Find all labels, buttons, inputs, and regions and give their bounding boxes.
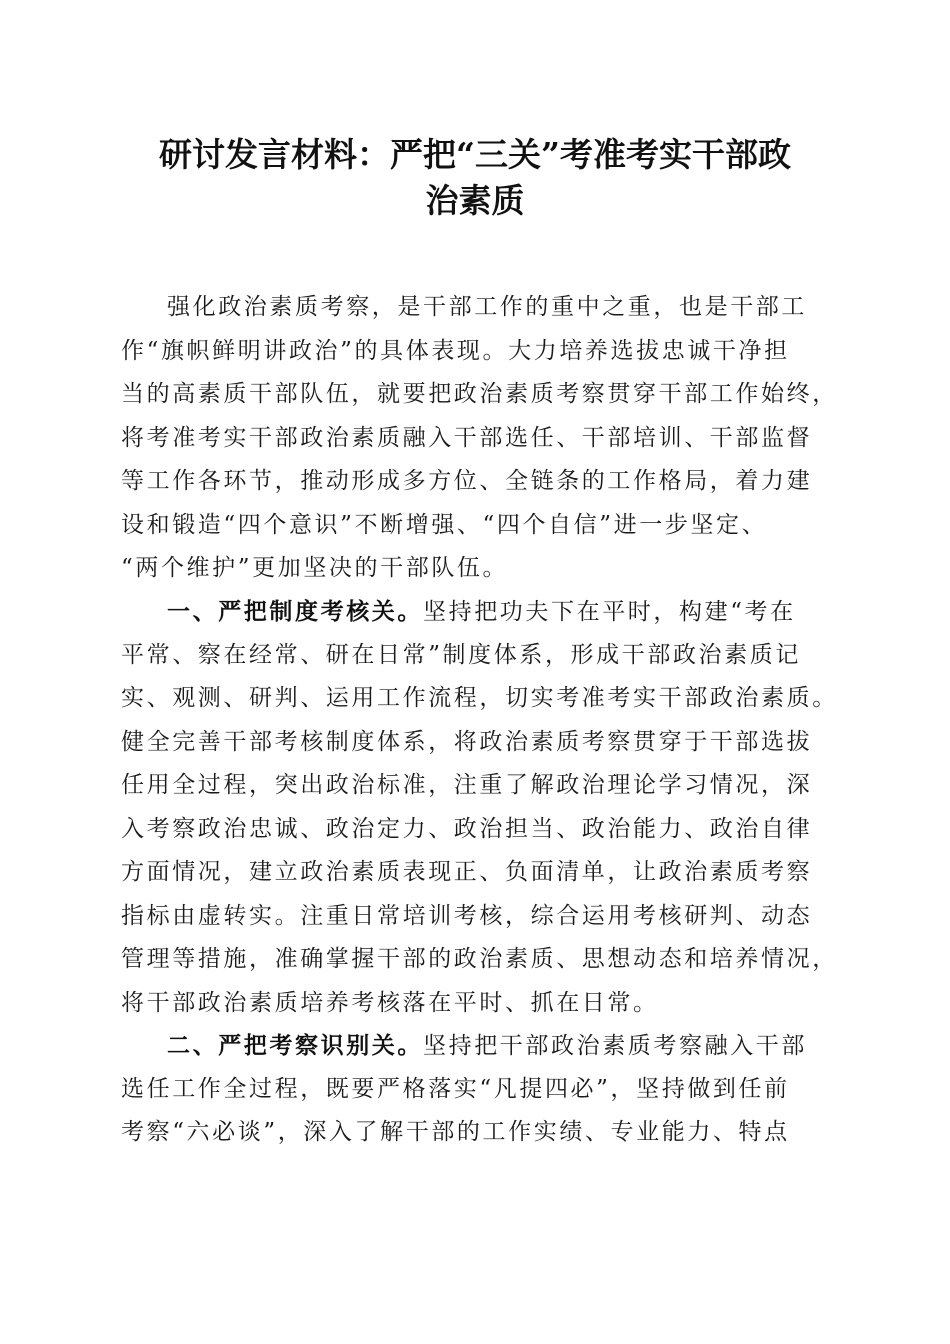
paragraph-line: 强化政治素质考察，是干部工作的重中之重，也是干部工 (167, 294, 807, 320)
section-first-line-text: 坚持把功夫下在平时，构建“考在 (423, 599, 796, 625)
section-first-line-text: 坚持把干部政治素质考察融入干部 (423, 1033, 807, 1059)
paragraph-section-2 (121, 1024, 833, 1155)
paragraph-line: 入考察政治忠诚、政治定力、政治担当、政治能力、政治自律 (121, 815, 813, 842)
paragraph-line: 将考准考实干部政治素质融入干部选任、干部培训、干部监督 (121, 424, 813, 451)
paragraph-line: 选任工作全过程，既要严格落实“凡提四必”，坚持做到任前 (121, 1075, 790, 1102)
paragraph-first-line (121, 590, 833, 634)
paragraph-line: 健全完善干部考核制度体系，将政治素质考察贯穿于干部选拔 (121, 728, 813, 755)
paragraph-line: 考察“六必谈”，深入了解干部的工作实绩、专业能力、特点 (121, 1119, 790, 1145)
title-line-2: 治素质 (425, 181, 525, 220)
paragraph-line: 方面情况，建立政治素质表现正、负面清单，让政治素质考察 (121, 859, 813, 885)
paragraph-section-1 (121, 590, 838, 1025)
section-heading: 一、严把制度考核关。 (167, 598, 423, 625)
paragraph-line: 当的高素质干部队伍，就要把政治素质考察贯穿干部工作始终， (121, 381, 838, 407)
paragraph-line: 作“旗帜鲜明讲政治”的具体表现。大力培养选拔忠诚干净担 (121, 337, 790, 364)
paragraph-intro (121, 286, 838, 591)
paragraph-line: 平常、察在经常、研在日常”制度体系，形成干部政治素质记 (121, 641, 801, 668)
paragraph-line: 管理等措施，准确掌握干部的政治素质、思想动态和培养情况， (121, 946, 838, 972)
title-line-1: 研讨发言材料：严把“三关”考准考实干部政 (159, 135, 791, 174)
paragraph-line: 任用全过程，突出政治标准，注重了解政治理论学习情况，深 (121, 772, 813, 798)
paragraph-line: 实、观测、研判、运用工作流程，切实考准考实干部政治素质。 (121, 685, 838, 711)
paragraph-line: “两个维护”更加坚决的干部队伍。 (121, 555, 509, 581)
page-title (115, 132, 835, 224)
section-heading: 二、严把考察识别关。 (167, 1032, 423, 1059)
paragraph-line: 指标由虚转实。注重日常培训考核，综合运用考核研判、动态 (121, 902, 813, 929)
paragraph-first-line (121, 1024, 833, 1068)
paragraph-line: 设和锻造“四个意识”不断增强、“四个自信”进一步坚定、 (121, 511, 768, 538)
paragraph-line: 等工作各环节，推动形成多方位、全链条的工作格局，着力建 (121, 468, 813, 494)
paragraph-line: 将干部政治素质培养考核落在平时、抓在日常。 (121, 989, 659, 1016)
